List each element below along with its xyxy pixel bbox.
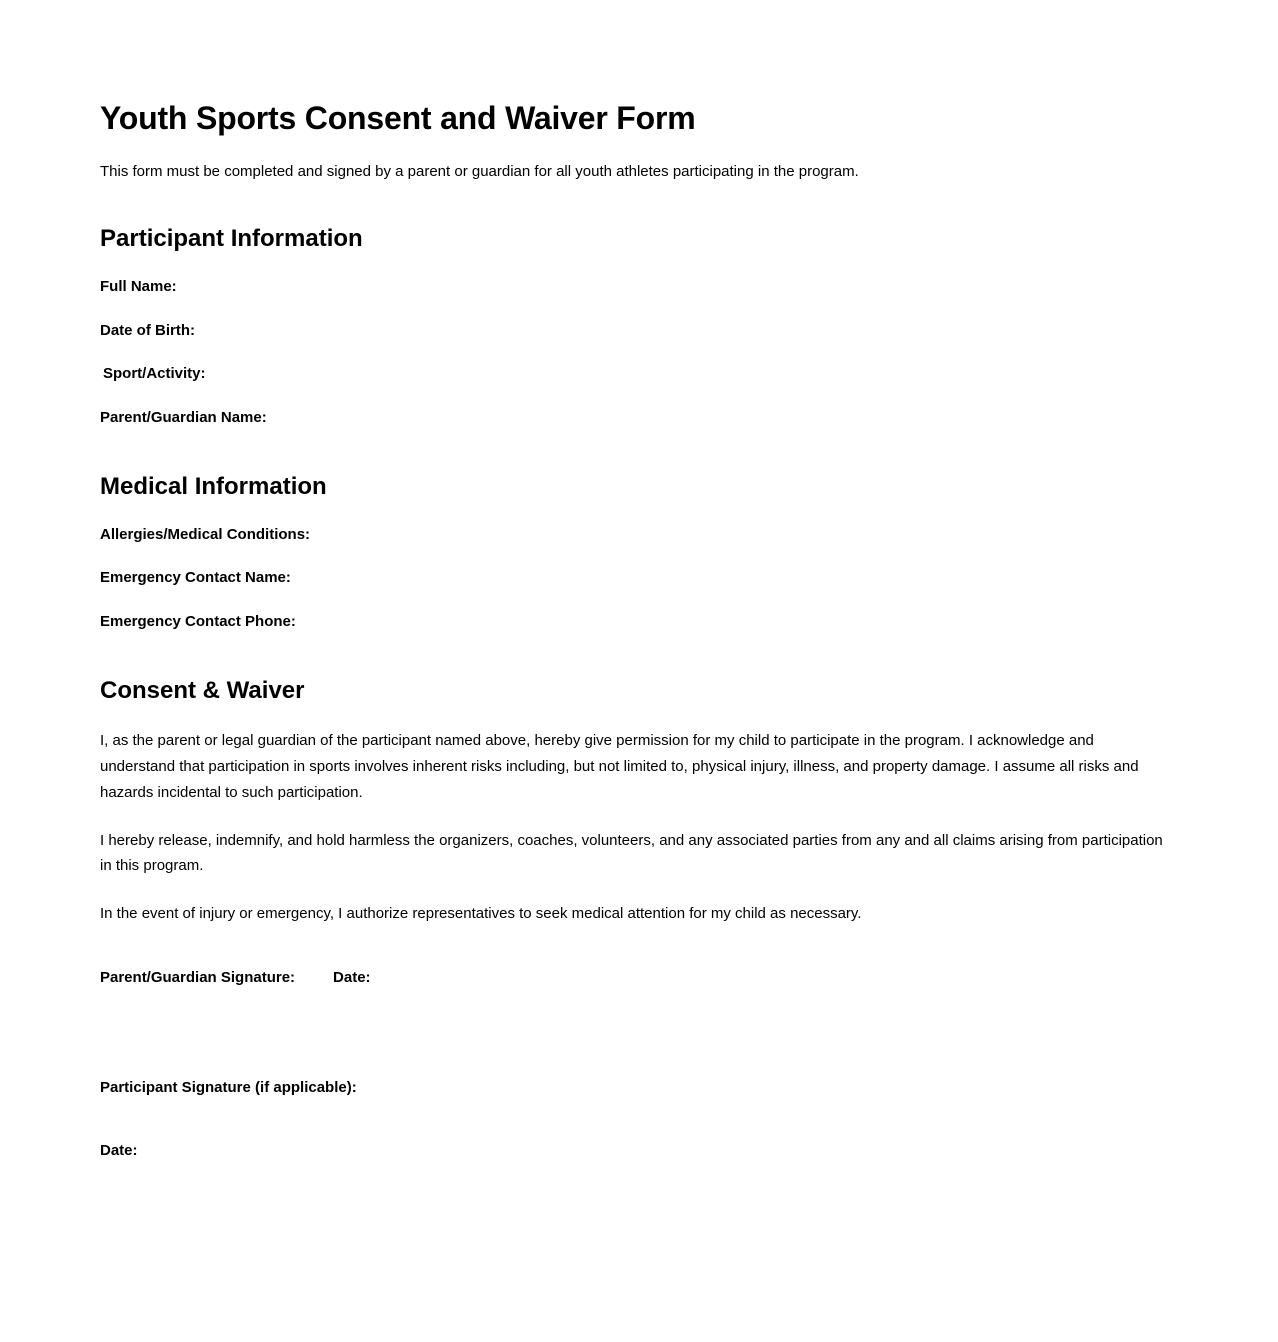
- consent-paragraph-medical-authorization: In the event of injury or emergency, I authorize representatives to seek medical attention for my child as necessary.: [100, 905, 862, 923]
- field-label-date-of-birth: Date of Birth:: [100, 321, 195, 339]
- field-label-participant-signature-date: Date:: [100, 1141, 138, 1159]
- field-label-full-name: Full Name:: [100, 278, 177, 296]
- field-label-emergency-contact-phone: Emergency Contact Phone:: [100, 612, 296, 630]
- page-bottom-spacer: [100, 1162, 1165, 1342]
- field-label-parent-guardian-name: Parent/Guardian Name:: [100, 408, 267, 426]
- document-intro-text: This form must be completed and signed by a parent or guardian for all youth athletes participating in the program.: [100, 162, 859, 180]
- field-label-emergency-contact-name: Emergency Contact Name:: [100, 569, 291, 587]
- field-label-sport-activity: Sport/Activity:: [103, 365, 206, 383]
- section-heading-participant-information: Participant Information: [100, 225, 363, 253]
- signature-line-parent-guardian: [100, 967, 1165, 990]
- section-heading-medical-information: Medical Information: [100, 473, 327, 501]
- field-label-parent-guardian-signature: Parent/Guardian Signature:: [100, 968, 296, 986]
- section-heading-consent-waiver: Consent & Waiver: [100, 677, 305, 705]
- consent-paragraph-participation: I, as the parent or legal guardian of the participant named above, hereby give permission for my child to participate in the program. I acknowledge and understand that participation in sports involves inherent risks including, but not limited to, physical injury, illness, and property damage. I assume all risks and hazards incidental to such participation.: [100, 732, 1139, 801]
- page-title: Youth Sports Consent and Waiver Form: [100, 100, 696, 136]
- field-label-parent-signature-date: Date:: [333, 968, 371, 986]
- field-label-allergies-medical-conditions: Allergies/Medical Conditions:: [100, 525, 311, 543]
- field-label-participant-signature: Participant Signature (if applicable):: [100, 1079, 357, 1097]
- consent-paragraph-release: I hereby release, indemnify, and hold harmless the organizers, coaches, volunteers, and any associated parties from any and all claims arising from participation in this program.: [100, 831, 1163, 875]
